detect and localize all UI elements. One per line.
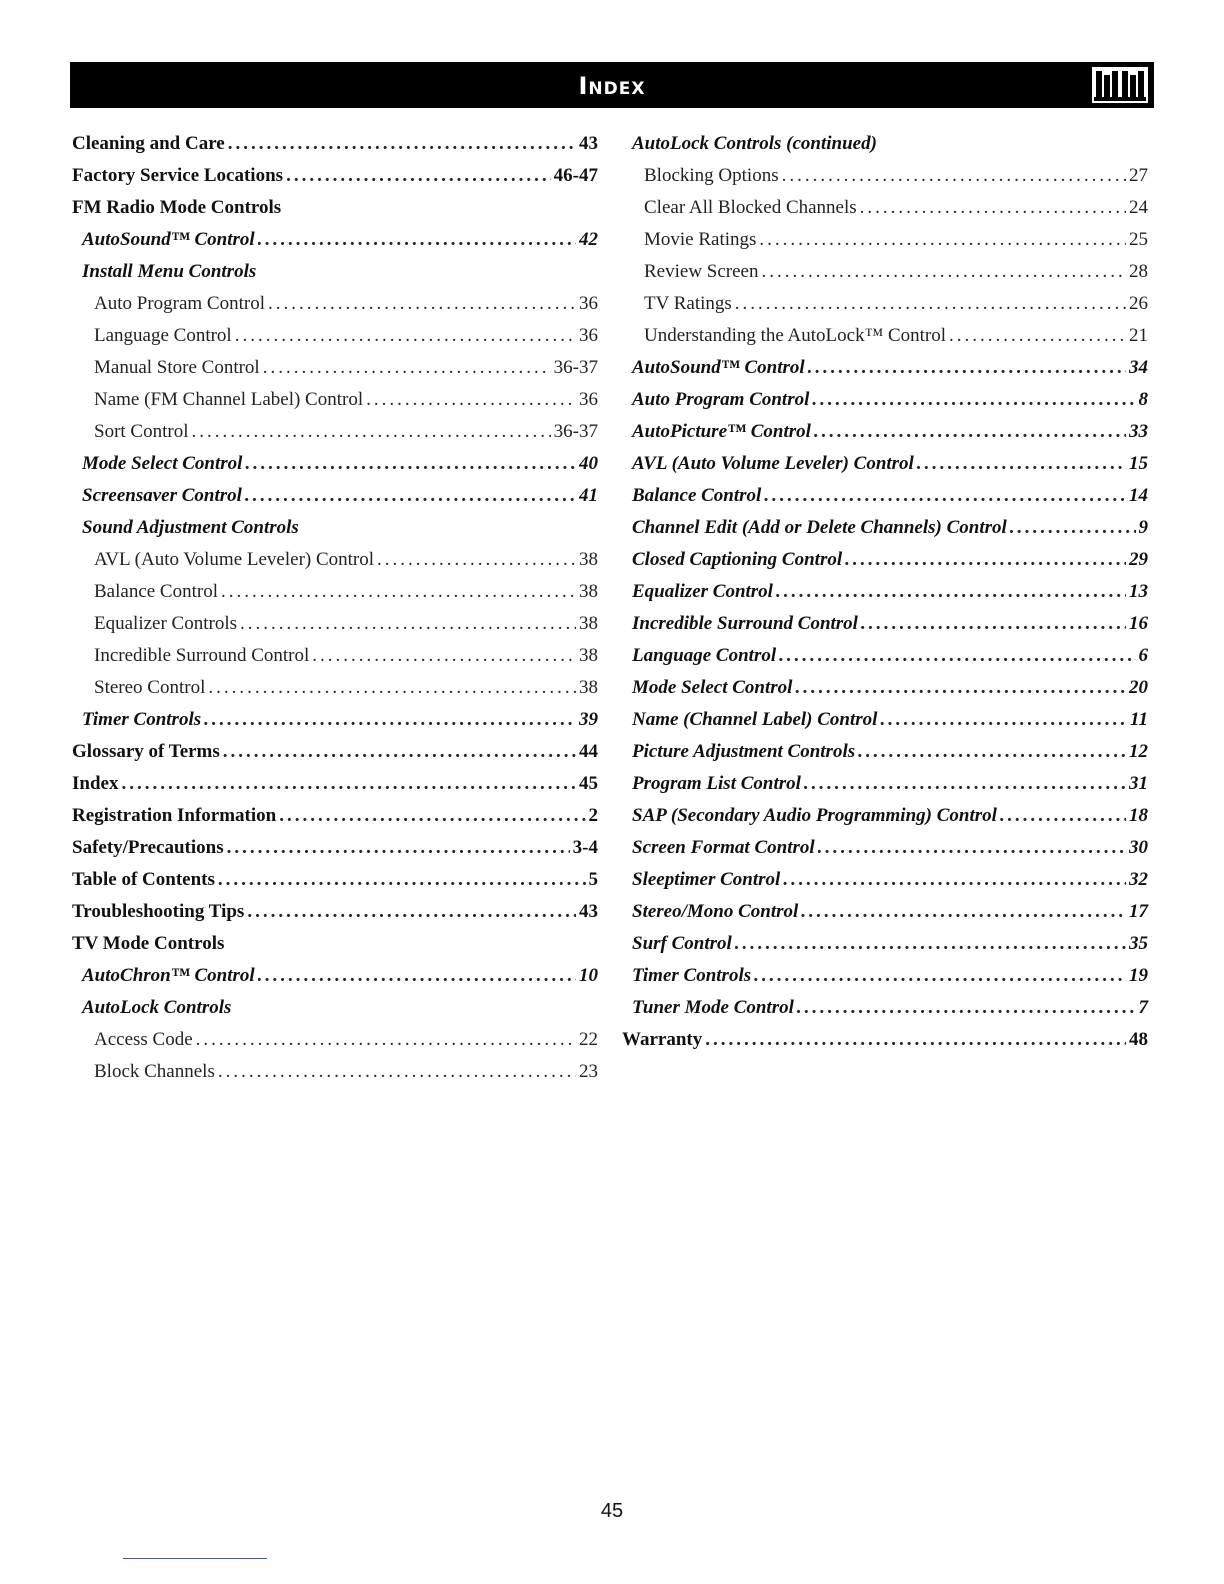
index-entry (622, 896, 1148, 928)
index-entry-page: 12 (1129, 741, 1148, 762)
index-entry (622, 416, 1148, 448)
index-entry-label: Cleaning and Care (72, 133, 225, 154)
index-entry (72, 800, 598, 832)
index-entry (622, 640, 1148, 672)
index-entry-page: 19 (1129, 965, 1148, 986)
index-entry-label: AVL (Auto Volume Leveler) Control (94, 549, 375, 570)
index-entry (622, 1024, 1148, 1056)
dot-leader (218, 864, 586, 896)
index-entry-page: 34 (1129, 357, 1148, 378)
index-entry-page: 42 (579, 229, 598, 250)
index-entry (72, 416, 598, 448)
index-entry-page: 13 (1129, 581, 1148, 602)
index-entry (72, 736, 598, 768)
index-entry-label: Mode Select Control (632, 677, 793, 698)
open-book-icon (1090, 65, 1150, 105)
index-entry-page: 28 (1129, 261, 1148, 282)
dot-leader (1010, 512, 1136, 544)
index-entry-page: 9 (1138, 517, 1148, 538)
index-entry-page: 16 (1129, 613, 1148, 634)
index-entry (622, 512, 1148, 544)
index-entry (622, 736, 1148, 768)
index-entry (622, 480, 1148, 512)
index-entry-label: Glossary of Terms (72, 741, 220, 762)
index-entry-label: Channel Edit (Add or Delete Channels) Control (632, 517, 1007, 538)
index-entry-page: 41 (579, 485, 598, 506)
dot-leader (801, 896, 1126, 928)
dot-leader (880, 704, 1127, 736)
index-entry (72, 384, 598, 416)
index-entry-label: Program List Control (632, 773, 801, 794)
index-entry-page: 36-37 (553, 421, 598, 442)
index-entry-page: 7 (1138, 997, 1148, 1018)
index-entry (72, 224, 598, 256)
index-entry (72, 128, 598, 160)
index-entry (622, 960, 1148, 992)
dot-leader (247, 896, 576, 928)
index-entry-label: Incredible Surround Control (632, 613, 858, 634)
index-entry-label: Sleeptimer Control (632, 869, 781, 890)
dot-leader (221, 576, 576, 608)
index-entry-label: AVL (Auto Volume Leveler) Control (632, 453, 914, 474)
dot-leader (818, 832, 1126, 864)
dot-leader (121, 768, 576, 800)
index-entry (72, 928, 598, 960)
index-entry-label: Name (FM Channel Label) Control (94, 389, 364, 410)
index-entry (622, 800, 1148, 832)
index-entry-label: Install Menu Controls (82, 261, 257, 282)
index-entry (622, 128, 1148, 160)
index-header-bar (70, 62, 1154, 108)
dot-leader (776, 576, 1126, 608)
dot-leader (196, 1024, 576, 1056)
index-entry-page: 30 (1129, 837, 1148, 858)
dot-leader (759, 224, 1126, 256)
index-entry (622, 672, 1148, 704)
index-entry-label: TV Ratings (644, 293, 732, 314)
index-entry-page: 26 (1129, 293, 1148, 314)
index-entry-label: SAP (Secondary Audio Programming) Control (632, 805, 997, 826)
index-entry-page: 23 (579, 1061, 598, 1082)
index-entry-label: Access Code (94, 1029, 193, 1050)
dot-leader (949, 320, 1126, 352)
index-entry (622, 256, 1148, 288)
index-entry-page: 40 (579, 453, 598, 474)
index-entry-label: Auto Program Control (632, 389, 810, 410)
footer-rule (123, 1558, 267, 1559)
index-entry-page: 5 (588, 869, 598, 890)
index-entry-label: Timer Controls (82, 709, 202, 730)
index-entry-label: Factory Service Locations (72, 165, 284, 186)
dot-leader (279, 800, 585, 832)
index-entry-label: Stereo/Mono Control (632, 901, 799, 922)
index-column-right (622, 128, 1148, 1056)
index-entry-label: Registration Information (72, 805, 277, 826)
index-entry-page: 46-47 (553, 165, 598, 186)
index-entry (622, 384, 1148, 416)
index-entry-label: AutoLock Controls (82, 997, 232, 1018)
index-entry-page: 39 (579, 709, 598, 730)
dot-leader (228, 128, 576, 160)
index-entry-label: Language Control (632, 645, 777, 666)
index-entry (72, 352, 598, 384)
index-entry-page: 35 (1129, 933, 1148, 954)
dot-leader (761, 256, 1126, 288)
index-entry-label: Equalizer Controls (94, 613, 237, 634)
index-entry-label: Blocking Options (644, 165, 779, 186)
dot-leader (218, 1056, 576, 1088)
page-number: 45 (600, 1500, 624, 1522)
index-entry-page: 43 (579, 901, 598, 922)
index-entry-label: AutoSound™ Control (632, 357, 805, 378)
index-entry-label: TV Mode Controls (72, 933, 225, 954)
index-entry (72, 992, 598, 1024)
index-entry (72, 704, 598, 736)
index-entry-label: Closed Captioning Control (632, 549, 843, 570)
index-entry-page: 18 (1129, 805, 1148, 826)
dot-leader (268, 288, 576, 320)
index-entry-label: Table of Contents (72, 869, 215, 890)
dot-leader (258, 224, 576, 256)
index-entry-page: 22 (579, 1029, 598, 1050)
index-entry-label: Manual Store Control (94, 357, 260, 378)
page-title: Index (578, 72, 646, 100)
index-entry-label: Sound Adjustment Controls (82, 517, 299, 538)
dot-leader (808, 352, 1126, 384)
index-entry (72, 1056, 598, 1088)
index-entry-label: Index (72, 773, 119, 794)
index-entry (72, 1024, 598, 1056)
dot-leader (705, 1024, 1126, 1056)
index-entry-label: Block Channels (94, 1061, 215, 1082)
dot-leader (735, 288, 1126, 320)
dot-leader (245, 480, 576, 512)
index-entry-label: Stereo Control (94, 677, 206, 698)
dot-leader (1000, 800, 1126, 832)
index-entry (622, 288, 1148, 320)
index-entry-page: 43 (579, 133, 598, 154)
index-entry-page: 33 (1129, 421, 1148, 442)
index-entry-label: Sort Control (94, 421, 189, 442)
dot-leader (764, 480, 1126, 512)
index-entry-page: 10 (579, 965, 598, 986)
index-entry-page: 8 (1138, 389, 1148, 410)
index-entry (622, 832, 1148, 864)
index-entry-label: Understanding the AutoLock™ Control (644, 325, 946, 346)
dot-leader (227, 832, 570, 864)
index-entry-page: 6 (1138, 645, 1148, 666)
dot-leader (245, 448, 576, 480)
index-entry-label: AutoPicture™ Control (632, 421, 811, 442)
dot-leader (258, 960, 576, 992)
index-entry-page: 38 (579, 581, 598, 602)
index-entry-label: Incredible Surround Control (94, 645, 310, 666)
dot-leader (804, 768, 1126, 800)
index-entry (72, 160, 598, 192)
index-entry (622, 992, 1148, 1024)
index-entry-page: 3-4 (572, 837, 598, 858)
index-entry-label: Name (Channel Label) Control (632, 709, 878, 730)
index-entry-page: 36 (579, 389, 598, 410)
dot-leader (377, 544, 576, 576)
dot-leader (204, 704, 576, 736)
index-entry (72, 640, 598, 672)
index-entry (622, 544, 1148, 576)
index-entry-page: 24 (1129, 197, 1148, 218)
dot-leader (735, 928, 1126, 960)
index-entry (72, 544, 598, 576)
index-entry-page: 11 (1130, 709, 1148, 730)
index-entry (72, 896, 598, 928)
index-entry-label: Screen Format Control (632, 837, 815, 858)
index-entry-label: Timer Controls (632, 965, 752, 986)
index-entry-page: 31 (1129, 773, 1148, 794)
index-entry-page: 21 (1129, 325, 1148, 346)
index-entry (72, 256, 598, 288)
index-entry-page: 14 (1129, 485, 1148, 506)
index-entry-label: FM Radio Mode Controls (72, 197, 282, 218)
index-entry-page: 29 (1129, 549, 1148, 570)
index-entry (72, 192, 598, 224)
index-entry-page: 48 (1129, 1029, 1148, 1050)
index-entry (72, 768, 598, 800)
index-entry (622, 768, 1148, 800)
index-entry-label: Screensaver Control (82, 485, 242, 506)
index-entry-label: AutoSound™ Control (82, 229, 255, 250)
index-entry-page: 45 (579, 773, 598, 794)
index-entry-label: Safety/Precautions (72, 837, 224, 858)
dot-leader (366, 384, 576, 416)
index-entry (72, 608, 598, 640)
index-entry-label: AutoLock Controls (continued) (632, 133, 877, 154)
index-entry-page: 38 (579, 549, 598, 570)
index-entry-page: 36 (579, 293, 598, 314)
dot-leader (783, 864, 1126, 896)
index-entry-label: Picture Adjustment Controls (632, 741, 856, 762)
index-entry (622, 352, 1148, 384)
dot-leader (191, 416, 550, 448)
dot-leader (860, 192, 1126, 224)
index-entry (72, 480, 598, 512)
index-entry (622, 160, 1148, 192)
dot-leader (858, 736, 1126, 768)
dot-leader (782, 160, 1126, 192)
dot-leader (286, 160, 551, 192)
index-entry (72, 512, 598, 544)
index-entry-page: 20 (1129, 677, 1148, 698)
index-entry (622, 928, 1148, 960)
dot-leader (779, 640, 1135, 672)
dot-leader (917, 448, 1126, 480)
index-entry (622, 608, 1148, 640)
index-entry-page: 17 (1129, 901, 1148, 922)
index-entry (72, 576, 598, 608)
dot-leader (240, 608, 576, 640)
dot-leader (814, 416, 1126, 448)
index-entry-page: 2 (588, 805, 598, 826)
dot-leader (861, 608, 1126, 640)
index-entry-page: 36 (579, 325, 598, 346)
index-entry-label: Review Screen (644, 261, 759, 282)
dot-leader (223, 736, 576, 768)
index-entry (72, 448, 598, 480)
dot-leader (235, 320, 576, 352)
index-entry (622, 192, 1148, 224)
dot-leader (795, 672, 1126, 704)
index-entry (622, 704, 1148, 736)
index-entry-page: 36-37 (553, 357, 598, 378)
dot-leader (754, 960, 1126, 992)
index-entry-label: Auto Program Control (94, 293, 265, 314)
index-entry (622, 448, 1148, 480)
index-entry-label: Tuner Mode Control (632, 997, 794, 1018)
index-entry-page: 38 (579, 677, 598, 698)
dot-leader (812, 384, 1135, 416)
index-entry-page: 15 (1129, 453, 1148, 474)
index-entry (622, 864, 1148, 896)
index-entry (72, 288, 598, 320)
index-entry (622, 320, 1148, 352)
index-entry (72, 320, 598, 352)
index-entry-page: 38 (579, 645, 598, 666)
index-entry-page: 38 (579, 613, 598, 634)
index-entry-page: 25 (1129, 229, 1148, 250)
dot-leader (797, 992, 1136, 1024)
index-entry-label: Warranty (622, 1029, 703, 1050)
index-entry-label: Balance Control (632, 485, 762, 506)
index-entry-label: Equalizer Control (632, 581, 773, 602)
index-entry-label: Balance Control (94, 581, 218, 602)
index-entry-page: 32 (1129, 869, 1148, 890)
index-entry-label: AutoChron™ Control (82, 965, 255, 986)
index-entry-label: Mode Select Control (82, 453, 243, 474)
index-entry-label: Surf Control (632, 933, 732, 954)
index-entry (622, 224, 1148, 256)
dot-leader (263, 352, 551, 384)
index-column-left (72, 128, 598, 1088)
index-entry (72, 864, 598, 896)
index-entry-page: 27 (1129, 165, 1148, 186)
index-entry (72, 832, 598, 864)
dot-leader (312, 640, 576, 672)
index-entry (622, 576, 1148, 608)
index-entry (72, 672, 598, 704)
dot-leader (208, 672, 576, 704)
index-entry-label: Language Control (94, 325, 232, 346)
index-entry (72, 960, 598, 992)
index-entry-label: Troubleshooting Tips (72, 901, 245, 922)
index-entry-label: Clear All Blocked Channels (644, 197, 857, 218)
index-entry-label: Movie Ratings (644, 229, 757, 250)
index-entry-page: 44 (579, 741, 598, 762)
dot-leader (845, 544, 1126, 576)
